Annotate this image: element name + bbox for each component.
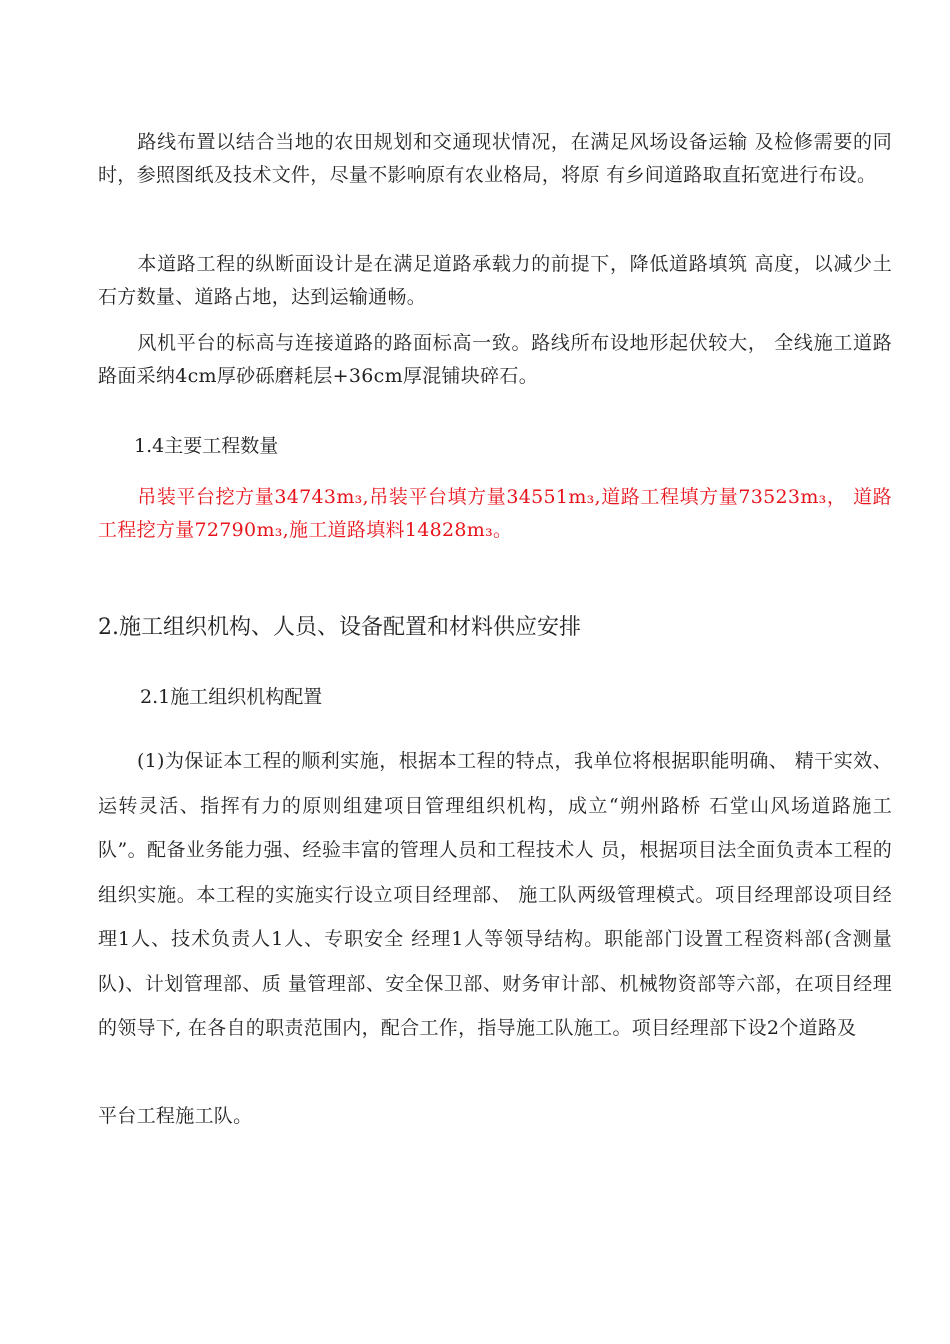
subheading-2-1: 2.1施工组织机构配置: [140, 686, 323, 708]
paragraph-platform-elevation: 风机平台的标高与连接道路的路面标高一致。路线所布设地形起伏较大， 全线施工道路路面采纳4cm厚砂砾磨耗层+36cm厚混铺块碎石。: [98, 332, 892, 387]
paragraph-quantities: 吊装平台挖方量34743m₃,吊装平台填方量34551m₃,道路工程填方量73523m₃， 道路工程挖方量72790m₃,施工道路填料14828m₃。: [98, 486, 892, 541]
paragraph-organization: (1)为保证本工程的顺利实施，根据本工程的特点，我单位将根据职能明确、 精干实效、运转灵活、指挥有力的原则组建项目管理组织机构，成立“朔州路桥 石堂山风场道路施工队”。配备业务能力强、经验丰富的管理人员和工程技术人 员，根据项目法全面负责本工程的组织实施。本工程的实施实行设立项目经理部、 施工队两级管理模式。项目经理部设项目经理1人、技术负责人1人、专职安全 经理1人等领导结构。职能部门设置工程资料部(含测量队)、计划管理部、质 量管理部、安全保卫部、财务审计部、机械物资部等六部，在项目经理的领导下, 在各自的职责范围内，配合工作，指导施工队施工。项目经理部下设2个道路及: [98, 750, 892, 1039]
subheading-1-4: 1.4主要工程数量: [134, 435, 279, 457]
paragraph-profile-design: 本道路工程的纵断面设计是在满足道路承载力的前提下，降低道路填筑 高度，以减少土石方数量、道路占地，达到运输通畅。: [98, 253, 892, 308]
section-heading-2: 2.施工组织机构、人员、设备配置和材料供应安排: [98, 615, 581, 640]
paragraph-organization-end: 平台工程施工队。: [98, 1105, 253, 1127]
paragraph-route-layout: 路线布置以结合当地的农田规划和交通现状情况，在满足风场设备运输 及检修需要的同时，参照图纸及技术文件，尽量不影响原有农业格局，将原 有乡间道路取直拓宽进行布设。: [98, 131, 892, 186]
